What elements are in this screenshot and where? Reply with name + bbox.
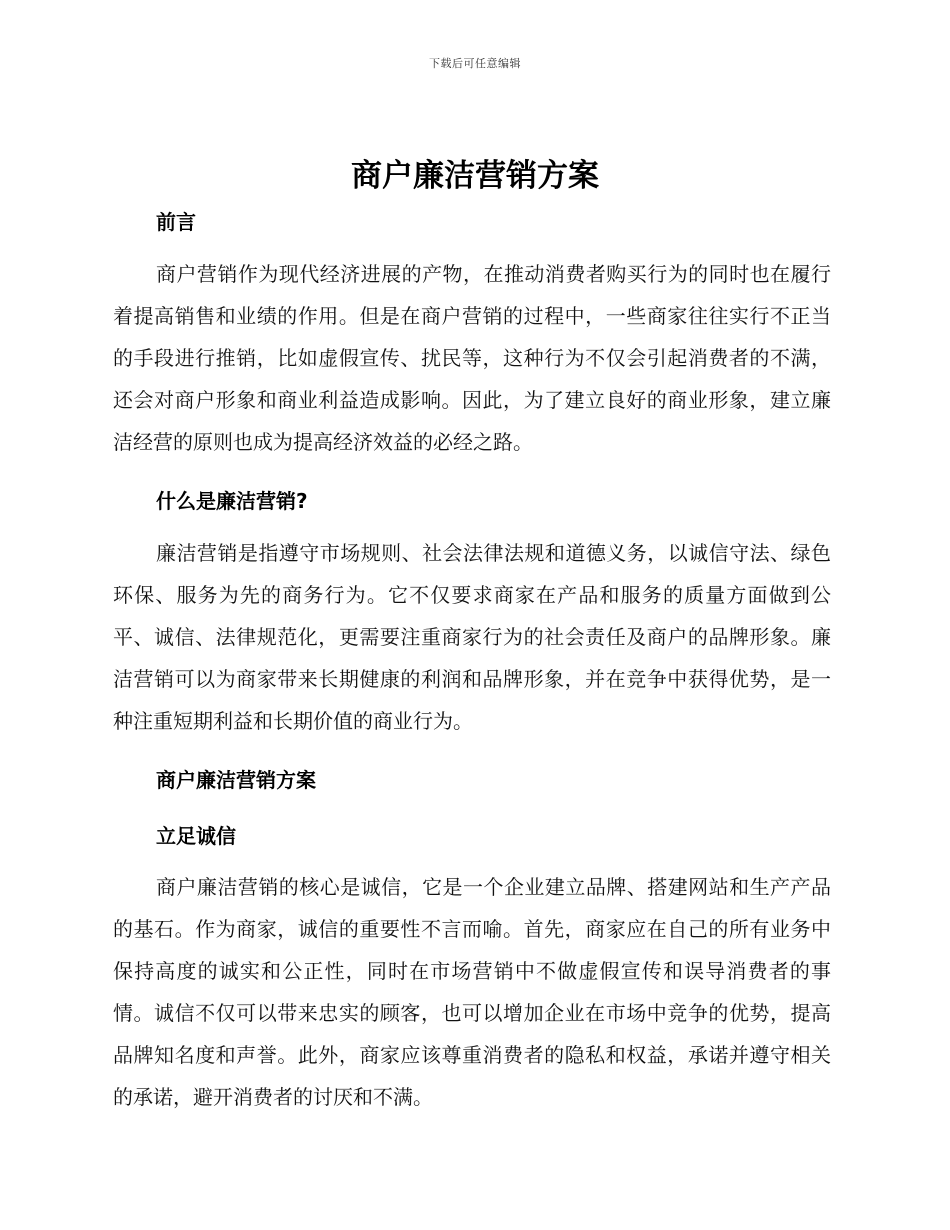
section-heading-integrity: 立足诚信 (156, 824, 236, 848)
header-note: 下载后可任意编辑 (429, 57, 521, 70)
document-title: 商户廉洁营销方案 (351, 158, 599, 194)
section-heading-what-is: 什么是廉洁营销? (156, 489, 308, 513)
section-paragraph-preface: 商户营销作为现代经济进展的产物，在推动消费者购买行为的同时也在履行着提高销售和业绩的作用。但是在商户营销的过程中，一些商家往往实行不正当的手段进行推销，比如虚假宣传、扰民等，这种行为不仅会引起消费者的不满，还会对商户形象和商业利益造成影响。因此，为了建立良好的商业形象，建立廉洁经营的原则也成为提高经济效益的必经之路。 (113, 262, 831, 454)
section-heading-plan: 商户廉洁营销方案 (156, 768, 316, 792)
section-heading-preface: 前言 (156, 210, 196, 234)
section-paragraph-integrity: 商户廉洁营销的核心是诚信，它是一个企业建立品牌、搭建网站和生产产品的基石。作为商家，诚信的重要性不言而喻。首先，商家应在自己的所有业务中保持高度的诚实和公正性，同时在市场营销中不做虚假宣传和误导消费者的事情。诚信不仅可以带来忠实的顾客，也可以增加企业在市场中竞争的优势，提高品牌知名度和声誉。此外，商家应该尊重消费者的隐私和权益，承诺并遵守相关的承诺，避开消费者的讨厌和不满。 (113, 875, 831, 1109)
section-paragraph-what-is: 廉洁营销是指遵守市场规则、社会法律法规和道德义务，以诚信守法、绿色环保、服务为先的商务行为。它不仅要求商家在产品和服务的质量方面做到公平、诚信、法律规范化，更需要注重商家行为的社会责任及商户的品牌形象。廉洁营销可以为商家带来长期健康的利润和品牌形象，并在竞争中获得优势，是一种注重短期利益和长期价值的商业行为。 (113, 541, 831, 733)
